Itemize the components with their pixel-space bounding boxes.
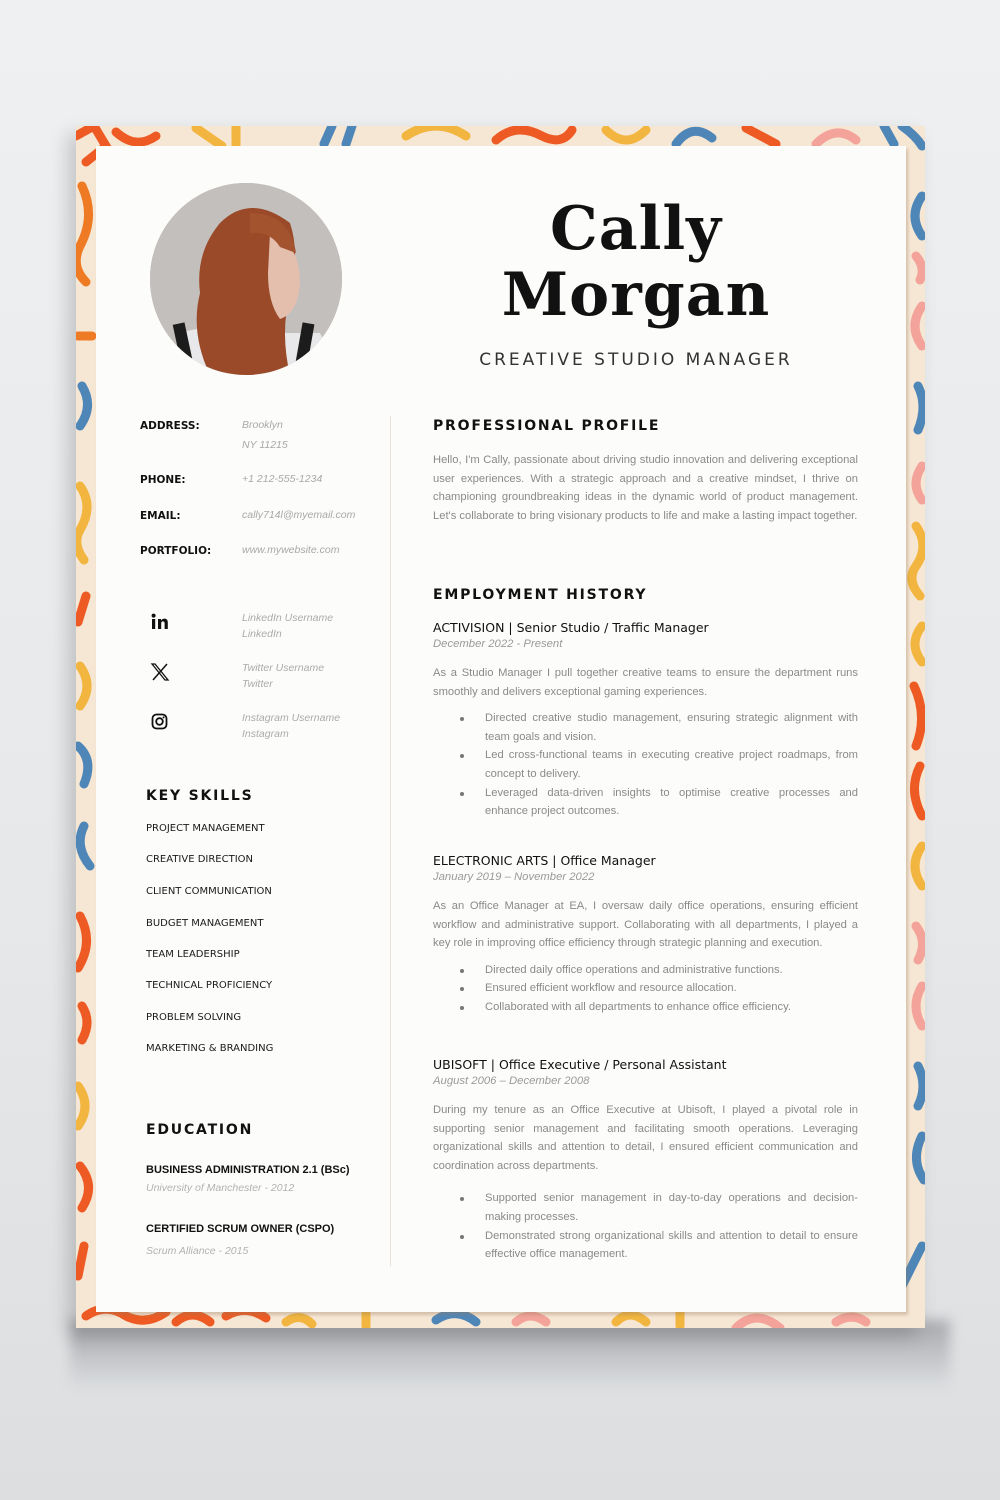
social-network: LinkedIn — [242, 628, 282, 640]
job-bullets — [433, 961, 858, 1017]
education-detail: University of Manchester - 2012 — [146, 1182, 295, 1194]
social-network: Instagram — [242, 728, 289, 740]
contact-label: PHONE: — [140, 474, 186, 486]
skill-item: TECHNICAL PROFICIENCY — [146, 980, 273, 991]
job-bullet: Supported senior management in day-to-day operations and decision-making processes. — [433, 1189, 858, 1226]
employment-heading: EMPLOYMENT HISTORY — [433, 587, 648, 603]
column-divider — [390, 416, 391, 1266]
name-heading — [476, 196, 796, 328]
job-entry — [433, 1057, 858, 1264]
job-bullet: Directed creative studio management, ensuring strategic alignment with team goals and vision. — [433, 709, 858, 746]
profile-heading: PROFESSIONAL PROFILE — [433, 418, 661, 434]
skill-item: PROJECT MANAGEMENT — [146, 823, 265, 834]
job-title-line: ACTIVISION | Senior Studio / Traffic Manager — [433, 620, 709, 635]
skill-item: CLIENT COMMUNICATION — [146, 886, 272, 897]
job-summary: As a Studio Manager I pull together creative teams to ensure the department runs smoothly and delivers exceptional gaming experiences. — [433, 667, 858, 698]
contact-label: EMAIL: — [140, 510, 181, 522]
resume-card — [96, 146, 906, 1312]
contact-label: ADDRESS: — [140, 420, 200, 432]
education-degree: CERTIFIED SCRUM OWNER (CSPO) — [146, 1223, 335, 1235]
job-title-line: ELECTRONIC ARTS | Office Manager — [433, 853, 656, 868]
job-summary: During my tenure as an Office Executive at Ubisoft, I played a pivotal role in supporting senior management and facilitating smooth operations. Leveraging organizational skills and attention to detail, I ensured efficient communication and coordination across departments. — [433, 1104, 858, 1172]
page-shadow — [70, 1320, 950, 1390]
job-bullets — [433, 1189, 858, 1263]
social-username: Instagram Username — [242, 712, 341, 724]
job-bullet: Led cross-functional teams in executing creative project roadmaps, from concept to delivery. — [433, 746, 858, 783]
education-heading: EDUCATION — [146, 1122, 254, 1138]
contact-value[interactable]: +1 212-555-1234 — [242, 473, 323, 485]
job-bullet: Leveraged data-driven insights to optimise creative processes and enhance project outcomes. — [433, 784, 858, 821]
contact-label: PORTFOLIO: — [140, 545, 212, 557]
education-degree: BUSINESS ADMINISTRATION 2.1 (BSc) — [146, 1164, 350, 1176]
skill-item: PROBLEM SOLVING — [146, 1012, 242, 1023]
contact-value-line2: NY 11215 — [242, 439, 288, 451]
avatar — [150, 183, 342, 375]
last-name: Morgan — [501, 260, 771, 330]
skill-item: TEAM LEADERSHIP — [146, 949, 240, 960]
job-bullets — [433, 709, 858, 821]
skills-heading: KEY SKILLS — [146, 788, 254, 804]
x-twitter-icon — [150, 662, 172, 684]
skill-item: CREATIVE DIRECTION — [146, 854, 254, 865]
job-summary: As an Office Manager at EA, I oversaw daily office operations, ensuring efficient workflow and administrative support. Collaborating with all departments, I played a key role in improving office efficiency through strategic planning and execution. — [433, 900, 858, 950]
job-title: CREATIVE STUDIO MANAGER — [479, 350, 793, 370]
profile-text: Hello, I'm Cally, passionate about driving studio innovation and delivering exceptional user experiences. With a strategic approach and a creative mindset, I thrive on championing groundbreaking ideas in the dynamic world of product management. Let's collaborate to bring visionary products to life and make a lasting impact together. — [433, 454, 858, 522]
job-bullet: Ensured efficient workflow and resource allocation. — [433, 979, 858, 998]
job-dates: January 2019 – November 2022 — [433, 871, 595, 883]
job-entry — [433, 620, 858, 821]
profile-section — [433, 451, 858, 525]
contact-value: Brooklyn — [242, 419, 283, 431]
job-bullet: Collaborated with all departments to enhance office efficiency. — [433, 998, 858, 1017]
social-username: LinkedIn Username — [242, 612, 334, 624]
job-bullet: Directed daily office operations and administrative functions. — [433, 961, 858, 980]
education-detail: Scrum Alliance - 2015 — [146, 1245, 249, 1257]
skill-item: BUDGET MANAGEMENT — [146, 918, 264, 929]
contact-value[interactable]: www.mywebsite.com — [242, 544, 340, 556]
skill-item: MARKETING & BRANDING — [146, 1043, 274, 1054]
first-name: Cally — [549, 194, 723, 264]
job-dates: August 2006 – December 2008 — [433, 1075, 590, 1087]
social-network: Twitter — [242, 678, 273, 690]
job-bullet: Demonstrated strong organizational skills and attention to detail to ensure effective office management. — [433, 1227, 858, 1264]
instagram-icon — [150, 712, 172, 734]
job-entry — [433, 853, 858, 1017]
social-username: Twitter Username — [242, 662, 325, 674]
job-dates: December 2022 - Present — [433, 638, 563, 650]
contact-value[interactable]: cally714l@myemail.com — [242, 509, 356, 521]
linkedin-icon — [150, 612, 172, 634]
profile-photo — [150, 183, 342, 375]
resume-page — [76, 126, 925, 1328]
job-title-line: UBISOFT | Office Executive / Personal Assistant — [433, 1057, 727, 1072]
